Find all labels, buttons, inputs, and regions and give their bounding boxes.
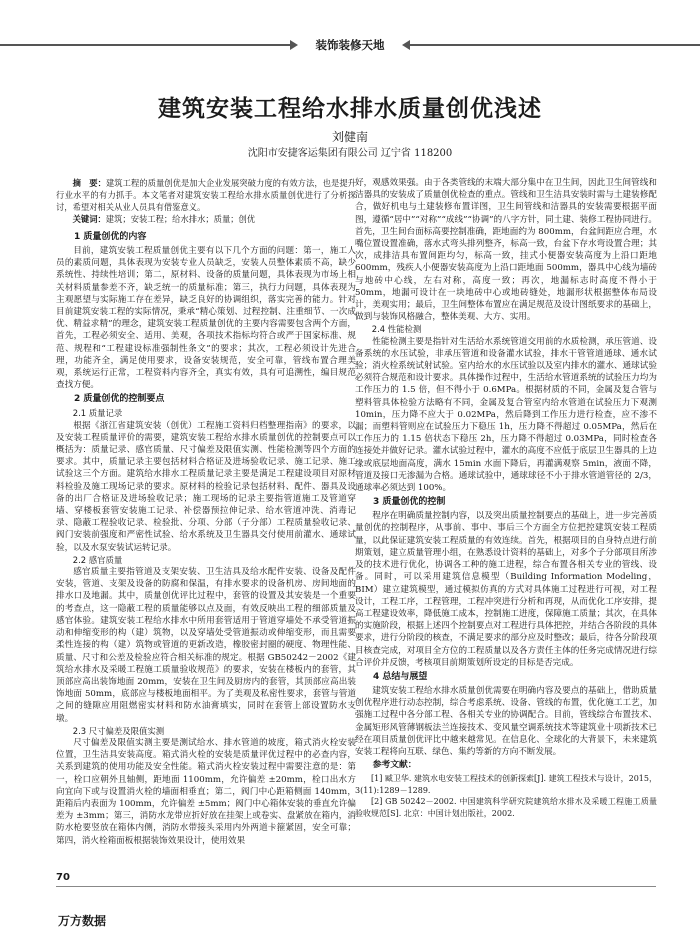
body-paragraph: 目前，建筑安装工程质量创优主要有以下几个方面的问题：第一，施工人员的素质问题，具体表现为安装专业人员缺乏，安装人员整体素质不高，缺少系统性、持续性培训；第二，原材料、设备的质量问题，具体表现为市场上相关材料质量参差不齐，缺乏统一的质量标准；第三，执行力问题，具体表现为主观愿望与实际施工存在差异，缺乏良好的协调组织，落实完善的能力。针对目前建筑安装工程的实际情况，秉承“精心策划、过程控制、注重细节、一次成优、精益求精”的理念，建筑安装工程质量创优的主要内容需要包含两个方面，首先，工程必须安全、适用、美观，各项技术指标均符合或严于国家标准、规范、规程和“工程建设标准强制性条文”的要求；其次，工程必须设计先进合理，功能齐全，满足使用要求，设备安装规范，安全可靠，管线布置合理美观，系统运行正常，工程资料内容齐全，真实有效，具有可追溯性，编目规范查找方便。 (56, 246, 356, 391)
keywords-text: 建筑；安装工程；给水排水；质量；创优 (105, 214, 256, 224)
body-paragraph: 建筑安装工程给水排水质量创优需要在明确内容及要点的基础上，借助质量创优程序进行动态控制，综合考虑系统、设备、管线的布置，优化施工工艺，加强施工过程中各分部工程、各相关专业的协调配合。目前，管线综合布置技术、金属矩形风管薄钢板法兰连接技术、变风量空调系统技术等建筑业十项新技术已经在项目质量创优评比中越来越常见。在信息化、全球化的大背景下，未来建筑安装工程将向互联、绿色、集约等新的方向不断发展。 (355, 685, 657, 757)
reference-item: [1] 臧卫华. 建筑水电安装工程技术的创新探索[J]. 建筑工程技术与设计，2015，3(11):1289－1289. (355, 774, 657, 795)
body-paragraph: 根据《浙江省建筑安装（创优）工程施工资料归档整理指南》的要求，以及安装工程质量评价的需要，建筑安装工程给水排水质量创优的控制要点可以概括为：质量记录、感官质量、尺寸偏差及限值实测、性能检测等四个方面的要求。其中，质量记录主要包括材料合格证及进场验收记录、施工记录、施工试验这三个方面。建筑给水排水工程质量记录主要是满足工程建设项目对原材料检验及施工现场记录的要求。原材料的检验记录包括材料、配件、器具及设备的出厂合格证及进场验收记录；施工现场的记录主要指管道施工及管道穿墙、穿楼板套管安装施工记录、补偿器预拉伸记录、给水管道冲洗、消毒记录、隐蔽工程验收记录、检验批、分项、分部（子分部）工程质量验收记录、阀门安装前强度和严密性试验、给水系统及卫生器具交付使用前灌水、通球试验，以及水泵安装试运转记录。 (56, 420, 356, 553)
right-column-body (355, 177, 657, 819)
body-paragraph: 尺寸偏差及限值实测主要是测试给水、排水管道的坡度，箱式消火栓安装位置，卫生洁具安装高度。箱式消火栓的安装是质量评优过程中的必查内容，关系到建筑的使用功能及安全性能。箱式消火栓安装过程中需要注意的是：第一，栓口应朝外且轴侧，距地面 1100mm，允许偏差 ±20mm，栓口出水方向宜向下或与设置消火栓的墙面相垂直；第二，阀门中心距箱侧面 140mm，距箱后内表面为 100mm，允许偏差 ±5mm；阀门中心箱体安装的垂直允许偏差为 ±3mm；第三，消防水龙带应折好放在挂架上或卷实、盘紧放在箱内，消防水枪要竖放在箱体内侧，消防水带接头采用内外两道卡箍紧固，安全可靠；第四，消火栓箱面板根据装饰效果设计，使用效果 (56, 737, 356, 846)
right-column (355, 177, 657, 867)
page-number: 70 (56, 872, 70, 883)
keywords (56, 213, 356, 225)
keywords-label: 关键词： (72, 214, 106, 224)
article-title: 建筑安装工程给水排水质量创优浅述 (158, 96, 542, 122)
header-arrow-right (402, 40, 410, 50)
footer-rule (56, 886, 656, 887)
section-heading: 1 质量创优的内容 (74, 232, 147, 242)
body-paragraph: 感官质量主要指管道及支架安装、卫生洁具及给水配件安装、设备及配件安装，管道、支架及设备的防腐和保温，有排水要求的设备机房、房间地面的排水口及地漏。其中，质量创优评比过程中，套管的设置及其安装是一个重要的考查点，这一隐蔽工程的质量能够以点及面，有效反映出工程的细部质量及感官体验。建筑安装工程给水排水中所用套管适用于管道穿墙处不承受管道振动和伸缩变形的构（建）筑物，以及穿墙处受管道振动或伸缩变形，而且需要柔性连接的构（建）筑物或管道的更新改造，橡胶密封圈的硬度、物理性能、质量、尺寸和公差及检验应符合相关标准的规定。根据 GB50242－2002《建筑给水排水及采暖工程施工质量验收规范》的要求，安装在楼板内的套管，其顶部应高出装饰地面 20mm，安装在卫生间及厨房内的套管，其顶部应高出装饰地面 50mm，底部应与楼板地面相平。为了美观及私密性要求，套管与管道之间的缝隙应用阻燃密实材料和防水油膏填实，同时在套管上部设置防水支墩。 (56, 567, 356, 724)
article-affiliation: 沈阳市安捷客运集团有限公司 辽宁省 118200 (247, 148, 453, 159)
header-rule-right (410, 44, 700, 46)
abstract-label: 摘 要： (72, 178, 106, 188)
left-column (56, 177, 356, 867)
body-paragraph: 性能检测主要是指针对生活给水系统管道交用前的水质检测，承压管道、设备系统的水压试验，非承压管道和设备灌水试验，排水干管管道通球、通水试验；消火栓系统试射试验。室内给水的水压试验以及室内排水的灌水、通球试验必须符合规范和设计要求。具体操作过程中，生活给水管道系统的试验压力均为工作压力的 1.5 倍，但不得小于 0.6MPa。根据材质的不同，金属及复合管与塑料管具体检验方法略有不同，金属及复合管室内给水管道在试验压力下观测 10min，压力降不应大于 0.02MPa，然后降到工作压力进行检查，应不渗不漏；而塑料管则应在试验压力下稳压 1h，压力降不得超过 0.05MPa，然后在工作压力的 1.15 倍状态下稳压 2h，压力降不得超过 0.03MPa，同时检查各连接处并做好记录。灌水试验过程中，灌水的高度不应低于底层卫生器具的上边缘或底层地面高度，满水 15min 水面下降后，再灌满观察 5min，液面不降，管道及接口无渗漏为合格。通球试验中，通球球径不小于排水管道管径的 2/3，通球率必须达到 100%。 (355, 336, 657, 494)
left-column-body (56, 231, 356, 847)
subsection-heading: 2.3 尺寸偏差及限值实测 (72, 725, 165, 736)
reference-item: [2] GB 50242－2002. 中国建筑科学研究院建筑给水排水及采暖工程施工质量验收规范[S]. 北京：中国计划出版社，2002. (355, 797, 657, 818)
header-arrow-left (290, 40, 298, 50)
wanfang-watermark: 万方数据 (58, 914, 107, 928)
section-heading: 4 总结与展望 (373, 671, 428, 682)
subsection-heading: 2.2 感官质量 (72, 554, 123, 565)
body-paragraph: 程序在明确质量控制内容，以及突出质量控制要点的基础上，进一步完善质量创优的控制程序，从事前、事中、事后三个方面全方位把控建筑安装工程质量，以此保证建筑安装工程质量的有效连续。首先，根据项目的自身特点进行前期策划，建立质量管理小组，在熟悉设计资料的基础上，对多个子分部项目所涉及的技术进行优化，协调各工种的施工进程，综合布置各相关专业的管线、设备。同时，可以采用建筑信息模型（Building Information Modeling，BIM）建立建筑模型，通过模拟仿真的方式对具体施工过程进行可视，对工程设计，工程工序，工程管理，工程冲突进行分析和再现，从而优化工序安排，提高工程建设效率，降低施工成本，控制施工进度，保障施工质量；其次，在具体的实施阶段，根据上述四个控制要点对工程进行具体把控，并结合各阶段的具体要求，进行分阶段的核查，不满足要求的部分应及时整改；最后，待各分阶段项目核查完成，对项目全方位的工程质量以及各方责任主体的任务完成情况进行综合评价并反馈，考核项目前期策划所设定的目标是否完成。 (355, 511, 657, 668)
subsection-heading: 2.1 质量记录 (72, 408, 123, 419)
article-author: 刘健南 (331, 130, 368, 144)
section-heading: 3 质量创优的控制 (373, 497, 446, 508)
journal-section-header (0, 36, 700, 54)
section-heading: 2 质量创优的控制要点 (74, 394, 165, 405)
header-rule-left (0, 44, 290, 46)
references-heading: 参考文献： (372, 760, 417, 771)
section-name: 装饰装修天地 (315, 38, 385, 52)
body-paragraph: 好，观感效果强。由于各类管线的末端大部分集中在卫生间，因此卫生间管线和洁器具的安装成了质量创优检查的重点。管线和卫生洁具安装时需与土建装修配合，做好机电与土建装修布置详图，卫生间管线和洁器具的安装需要根据平面图，遵循“居中”“对称”“成线”“协调”的八字方针，同土建、装修工程协同进行。首先，卫生间台面标高要控制准确，距地面约为 800mm，台盆间距应合理，水嘴位置设置准确，落水式弯头排列整齐，标高一致，台盆下存水弯设置合理；其次，成排洁具布置间距均匀，标高一致，挂式小便器安装高度为上沿口距地 600mm，残疾人小便器安装高度为上沿口距地面 500mm，器具中心线为墙砖与地砖中心线，左右对称，高度一致；再次，地漏标志时高度不得小于 50mm，地漏可设计在一块地砖中心或地砖缝处，地漏形状根据整体布局设计，美观实用；最后，卫生间整体布置应在满足规范及设计图纸要求的基础上，做到与装饰风格融合，整体美观、大方、实用。 (355, 178, 657, 323)
abstract-text: 建筑工程的质量创优是加大企业发展突破力度的有效方法，也是提升行业水平的有力抓手。本文笔者对建筑安装工程给水排水质量创优进行了分析探讨，希望对相关从业人员具有借鉴意义。 (56, 178, 356, 212)
subsection-heading: 2.4 性能检测 (371, 324, 422, 335)
abstract (56, 177, 356, 213)
